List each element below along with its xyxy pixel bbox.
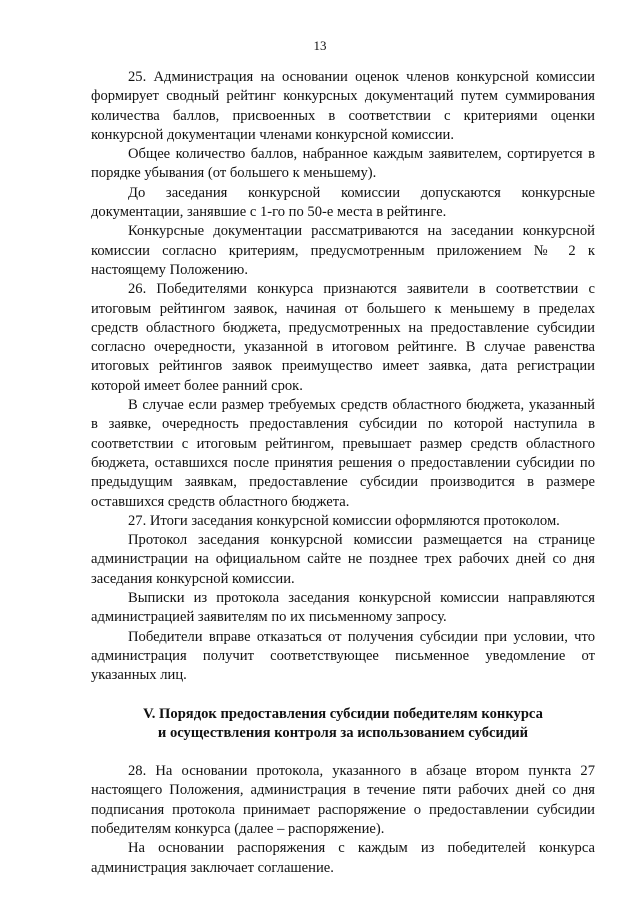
paragraph-agreement: На основании распоряжения с каждым из победителей конкурса администрация заключает соглашение.: [91, 840, 595, 876]
paragraph-budget-shortfall: В случае если размер требуемых средств областного бюджета, указанный в заявке, очередность предоставления субсидии по которой наступила в соответствии с итоговым рейтингом, превышает размер средств областного бюджета, оставшихся после принятия решения о предоставлении субсидии по предыдущим заявкам, предоставление субсидии производится в размере оставшихся средств областного бюджета.: [91, 397, 595, 510]
page-number: 13: [313, 38, 327, 53]
document-body: [91, 68, 595, 878]
paragraph-27: 27. Итоги заседания конкурсной комиссии оформляются протоколом.: [128, 512, 560, 529]
paragraph-26: 26. Победителями конкурса признаются заявители в соответствии с итоговым рейтингом заявок, начиная от большего к меньшему в пределах средств областного бюджета, предусмотренных на предоставление субсидии согласно очередности, указанной в итоговом рейтинге. В случае равенства итоговых рейтингов заявок преимущество имеет заявка, дата регистрации которой имеет более ранний срок.: [91, 281, 595, 394]
paragraph-protocol-extracts: Выписки из протокола заседания конкурсной комиссии направляются администрацией заявителям по их письменному запросу.: [91, 590, 595, 626]
paragraph-review-criteria: Конкурсные документации рассматриваются на заседании конкурсной комиссии согласно критериям, предусмотренным приложением № 2 к настоящему Положению.: [91, 223, 595, 278]
paragraph-28: 28. На основании протокола, указанного в абзаце втором пункта 27 настоящего Положения, администрация в течение пяти рабочих дней со дня подписания протокола принимает распоряжение о предоставлении субсидии победителям конкурса (далее – распоряжение).: [91, 763, 595, 837]
paragraph-points-sorting: Общее количество баллов, набранное каждым заявителем, сортируется в порядке убывания (от большего к меньшему).: [91, 146, 595, 182]
section-heading-line-2: и осуществления контроля за использованием субсидий: [157, 724, 529, 741]
section-heading: [91, 705, 595, 744]
paragraph-protocol-publication: Протокол заседания конкурсной комиссии размещается на странице администрации на официальном сайте не позднее трех рабочих дней со дня заседания конкурсной комиссии.: [91, 532, 595, 587]
paragraph-admission: До заседания конкурсной комиссии допускаются конкурсные документации, занявшие с 1-го по 50-е места в рейтинге.: [91, 184, 595, 221]
paragraph-winner-refusal: Победители вправе отказаться от получения субсидии при условии, что администрация получит соответствующее письменное уведомление от указанных лиц.: [91, 628, 595, 684]
paragraph-25: 25. Администрация на основании оценок членов конкурсной комиссии формирует сводный рейтинг конкурсных документаций путем суммирования количества баллов, присвоенных в соответствии с критериями оценки конкурсной документации членами конкурсной комиссии.: [91, 69, 595, 143]
section-heading-line-1: V. Порядок предоставления субсидии победителям конкурса: [143, 705, 543, 722]
